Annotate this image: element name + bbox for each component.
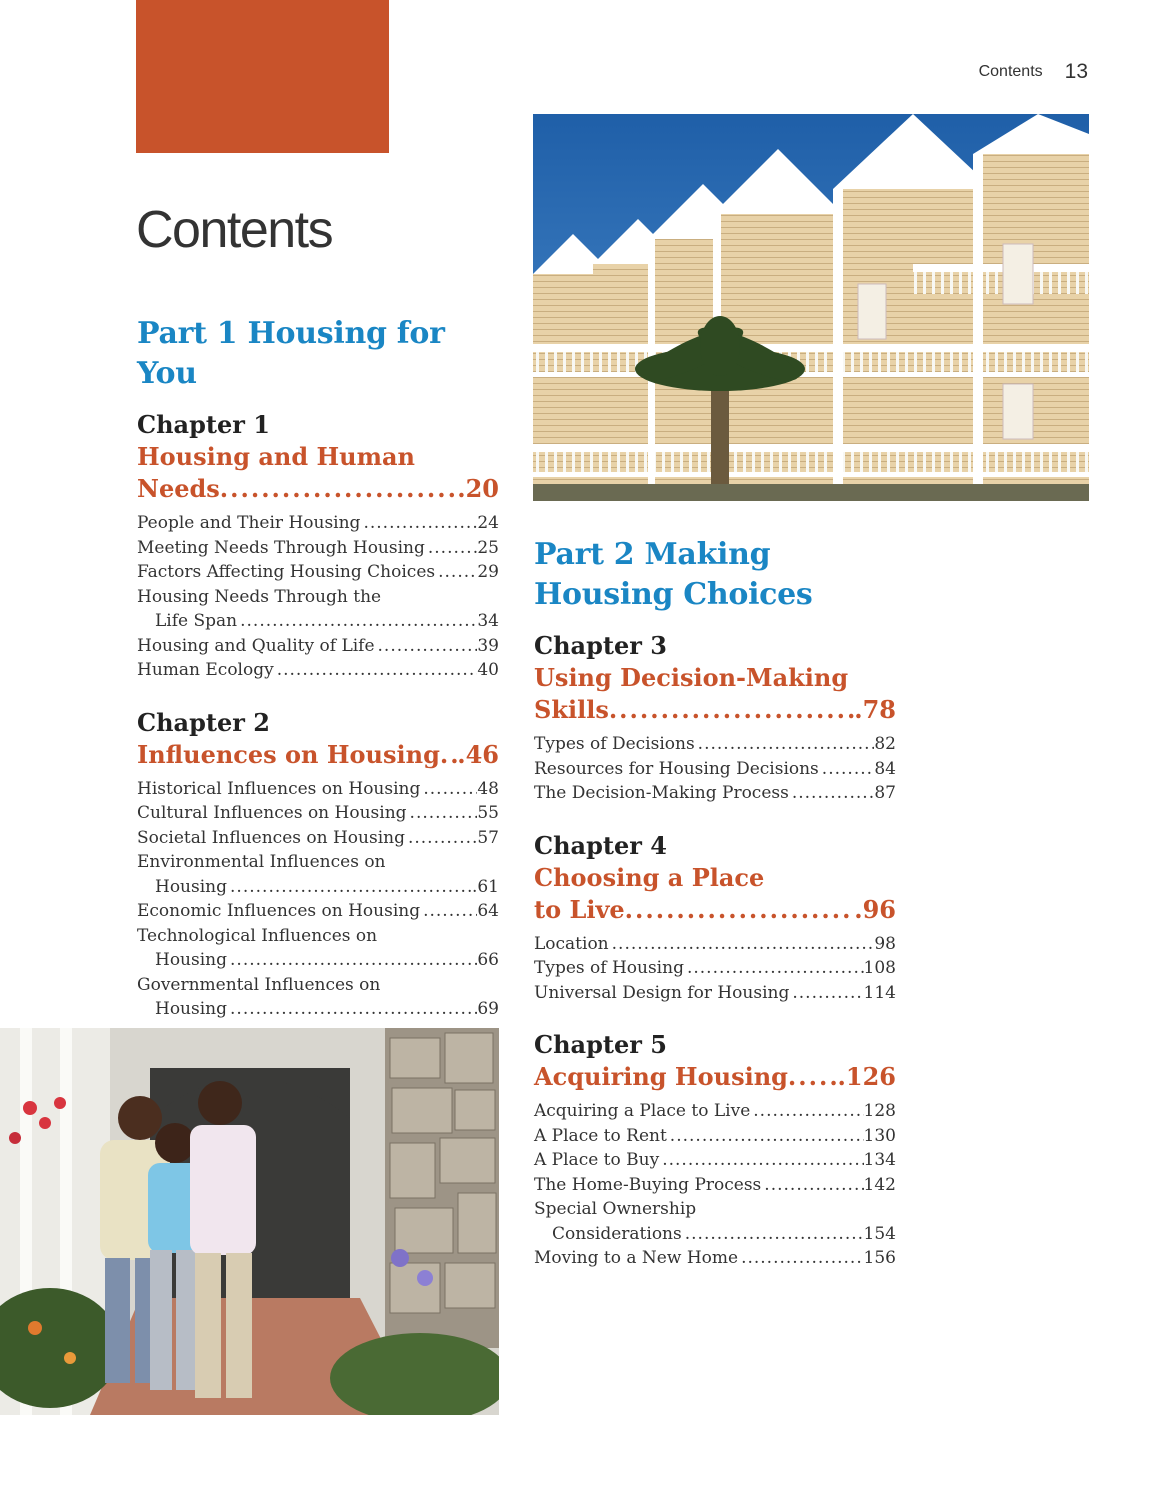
chapter-title[interactable] [534, 1061, 896, 1093]
running-head-label: Contents [978, 63, 1043, 80]
chapter-2 [137, 707, 499, 1022]
chapter-title-line2: to Live [534, 894, 625, 924]
toc-entry[interactable]: Historical Influences on Housing ..... 48 [137, 777, 499, 802]
chapter-title[interactable] [137, 441, 499, 505]
toc-entry[interactable]: The Home-Buying Process ..... 142 [534, 1173, 896, 1198]
toc-entry[interactable]: A Place to Rent ..... 130 [534, 1124, 896, 1149]
chapter-label: Chapter 2 [137, 707, 270, 737]
toc-entry[interactable]: Societal Influences on Housing ..... 57 [137, 826, 499, 851]
toc-entry[interactable]: Universal Design for Housing ..... 114 [534, 981, 896, 1006]
toc-entry[interactable]: Environmental Influences on Housing ..... .61 [137, 850, 499, 899]
section-list [137, 777, 499, 1022]
section-list [534, 732, 896, 806]
toc-entry[interactable]: Economic Influences on Housing ..... 64 [137, 899, 499, 924]
chapter-label: Chapter 4 [534, 830, 667, 860]
section-list [534, 1099, 896, 1271]
chapter-title-line1: Choosing a Place [534, 862, 765, 892]
chapter-title-line1: Housing and Human [137, 442, 416, 471]
leader-dots [625, 894, 855, 926]
toc-entry[interactable]: Special Ownership Considerations ..... 154 [534, 1197, 896, 1246]
page-title: Contents [136, 201, 333, 259]
leader-dots [788, 1061, 838, 1093]
toc-entry[interactable]: Technological Influences on Housing ..... 66 [137, 924, 499, 973]
part2-title: Part 2 Making Housing Choices [534, 537, 813, 612]
chapter-page: .46 [457, 739, 499, 769]
part1-column [137, 314, 499, 1022]
section-list [137, 511, 499, 683]
chapter-title[interactable] [534, 662, 896, 726]
leader-dots [220, 473, 457, 505]
family-at-home-photo [0, 1028, 499, 1415]
leader-dots [609, 694, 854, 726]
chapter-3 [534, 630, 896, 806]
toc-entry[interactable]: A Place to Buy ..... 134 [534, 1148, 896, 1173]
chapter-title-line2: Needs [137, 474, 220, 503]
toc-entry[interactable]: Moving to a New Home ..... 156 [534, 1246, 896, 1271]
chapter-label: Chapter 3 [534, 631, 667, 660]
chapter-page: .20 [457, 474, 499, 503]
toc-entry[interactable]: Governmental Influences on Housing ..... 69 [137, 973, 499, 1022]
part2-column [534, 535, 896, 1271]
toc-entry[interactable]: People and Their Housing ..... 24 [137, 511, 499, 536]
toc-entry[interactable]: Types of Housing ..... 108 [534, 956, 896, 981]
toc-entry[interactable]: Acquiring a Place to Live ..... 128 [534, 1099, 896, 1124]
toc-entry[interactable]: Human Ecology ..... 40 [137, 658, 499, 683]
chapter-title[interactable] [534, 862, 896, 926]
chapter-title[interactable] [137, 739, 499, 771]
chapter-title-line: Influences on Housing [137, 739, 440, 769]
chapter-title-line1: Using Decision-Making [534, 663, 849, 692]
chapter-page: .78 [854, 695, 896, 724]
toc-entry[interactable]: Cultural Influences on Housing ..... 55 [137, 801, 499, 826]
toc-entry[interactable]: Meeting Needs Through Housing ..... 25 [137, 536, 499, 561]
toc-entry[interactable]: The Decision-Making Process ..... 87 [534, 781, 896, 806]
toc-entry[interactable]: Housing and Quality of Life ..... 39 [137, 634, 499, 659]
chapter-5 [534, 1029, 896, 1271]
chapter-label: Chapter 1 [137, 410, 270, 439]
decorative-color-block [136, 0, 389, 153]
chapter-label: Chapter 5 [534, 1030, 667, 1059]
leader-dots [440, 739, 457, 771]
page-number: 13 [1064, 60, 1088, 83]
toc-entry[interactable]: Factors Affecting Housing Choices ..... 29 [137, 560, 499, 585]
section-list [534, 932, 896, 1006]
chapter-4 [534, 830, 896, 1006]
apartment-buildings-photo [533, 114, 1089, 501]
toc-entry[interactable]: Resources for Housing Decisions ..... 84 [534, 757, 896, 782]
toc-entry[interactable]: Types of Decisions ..... 82 [534, 732, 896, 757]
chapter-title-line2: Skills [534, 695, 609, 724]
chapter-page: .126 [837, 1062, 896, 1091]
running-head [979, 60, 1088, 84]
part1-title: Part 1 Housing for You [137, 316, 445, 391]
chapter-title-line: Acquiring Housing [534, 1062, 788, 1091]
chapter-page: .96 [854, 894, 896, 924]
chapter-1 [137, 409, 499, 683]
toc-entry[interactable]: Location ..... 98 [534, 932, 896, 957]
toc-entry[interactable]: Housing Needs Through the Life Span ..... 34 [137, 585, 499, 634]
